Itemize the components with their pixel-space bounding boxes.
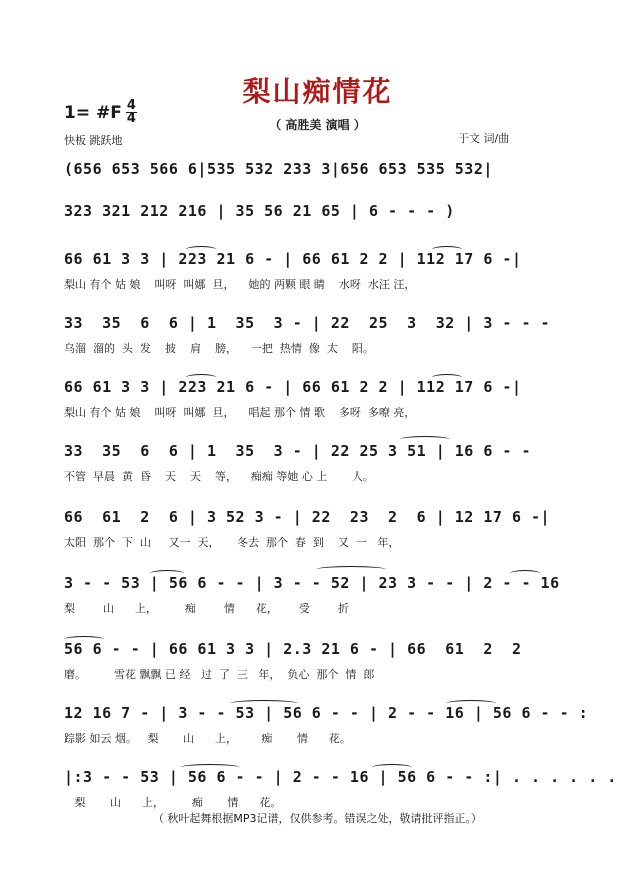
slur xyxy=(372,764,412,771)
lyrics-line-8: 梨 山 上， 痴 情 花， 受 折 xyxy=(64,602,349,615)
lyrics-line-7: 太阳 那个 下 山 又一 天， 冬去 那个 春 到 又 一 年， xyxy=(64,536,400,549)
slur xyxy=(446,700,496,707)
time-bottom: 4 xyxy=(126,111,136,126)
key-label: 1= #F xyxy=(64,102,122,123)
slur xyxy=(186,374,216,381)
notes-line-8: 3 - - 53 | 56 6 - - | 3 - - 52 | 23 3 - - | 2 - - 16 xyxy=(64,574,560,592)
footer-note: （ 秋叶起舞根据MP3记谱，仅供参考。错误之处，敬请批评指正。） xyxy=(152,812,483,825)
lyrics-line-11: 梨 山 上， 痴 情 花。 xyxy=(64,796,282,809)
notes-line-4: 33 35 6 6 | 1 35 3 - | 22 25 3 32 | 3 - - - xyxy=(64,314,551,332)
slur xyxy=(186,246,216,253)
slur xyxy=(432,246,462,253)
slur xyxy=(400,436,450,443)
tempo-marking: 快板 跳跃地 xyxy=(64,134,123,147)
credits: 于文 词/曲 xyxy=(458,132,510,145)
lyrics-line-3: 梨山 有个 姑 娘 叫呀 叫娜 旦， 她的 两颗 眼 睛 水呀 水汪 汪， xyxy=(64,278,416,291)
slur xyxy=(64,636,104,643)
notes-line-1: (656 653 566 6|535 532 233 3|656 653 535 532| xyxy=(64,160,493,178)
slur xyxy=(180,764,240,771)
time-top: 4 xyxy=(126,98,136,113)
slur xyxy=(230,700,298,707)
notes-line-6: 33 35 6 6 | 1 35 3 - | 22 25 3 51 | 16 6 - - xyxy=(64,442,532,460)
lyrics-line-5: 梨山 有个 姑 娘 叫呀 叫娜 旦， 唱起 那个 情 歌 多呀 多嘹 亮， xyxy=(64,406,416,419)
notes-line-3: 66 61 3 3 | 223 21 6 - | 66 61 2 2 | 112 17 6 -| xyxy=(64,250,522,268)
slur xyxy=(150,570,184,577)
slur xyxy=(316,566,386,573)
lyrics-line-9: 磨。 雪花 飘飘 已 经 过 了 三 年， 负心 那个 情 郎 xyxy=(64,668,375,681)
notes-line-2: 323 321 212 216 | 35 56 21 65 | 6 - - - ) xyxy=(64,202,455,220)
singer-line: （ 高胜美 演唱 ） xyxy=(269,118,366,132)
lyrics-line-6: 不管 早晨 黄 昏 天 天 等， 痴痴 等她 心 上 人。 xyxy=(64,470,374,483)
notes-line-7: 66 61 2 6 | 3 52 3 - | 22 23 2 6 | 12 17 6 -| xyxy=(64,508,551,526)
lyrics-line-4: 乌溜 溜的 头 发 披 肩 膀， 一把 热情 像 太 阳。 xyxy=(64,342,374,355)
notes-line-5: 66 61 3 3 | 223 21 6 - | 66 61 2 2 | 112 17 6 -| xyxy=(64,378,522,396)
notes-line-10: 12 16 7 - | 3 - - 53 | 56 6 - - | 2 - - 16 | 56 6 - - : xyxy=(64,704,589,722)
lyrics-line-10: 踪影 如云 烟。 梨 山 上， 痴 情 花。 xyxy=(64,732,351,745)
notes-line-11: |:3 - - 53 | 56 6 - - | 2 - - 16 | 56 6 - - :| . . . . . . xyxy=(64,768,617,786)
slur xyxy=(510,570,540,577)
song-title: 梨山痴情花 xyxy=(242,75,393,108)
notes-line-9: 56 6 - - | 66 61 3 3 | 2.3 21 6 - | 66 61 2 2 xyxy=(64,640,522,658)
slur xyxy=(432,374,462,381)
